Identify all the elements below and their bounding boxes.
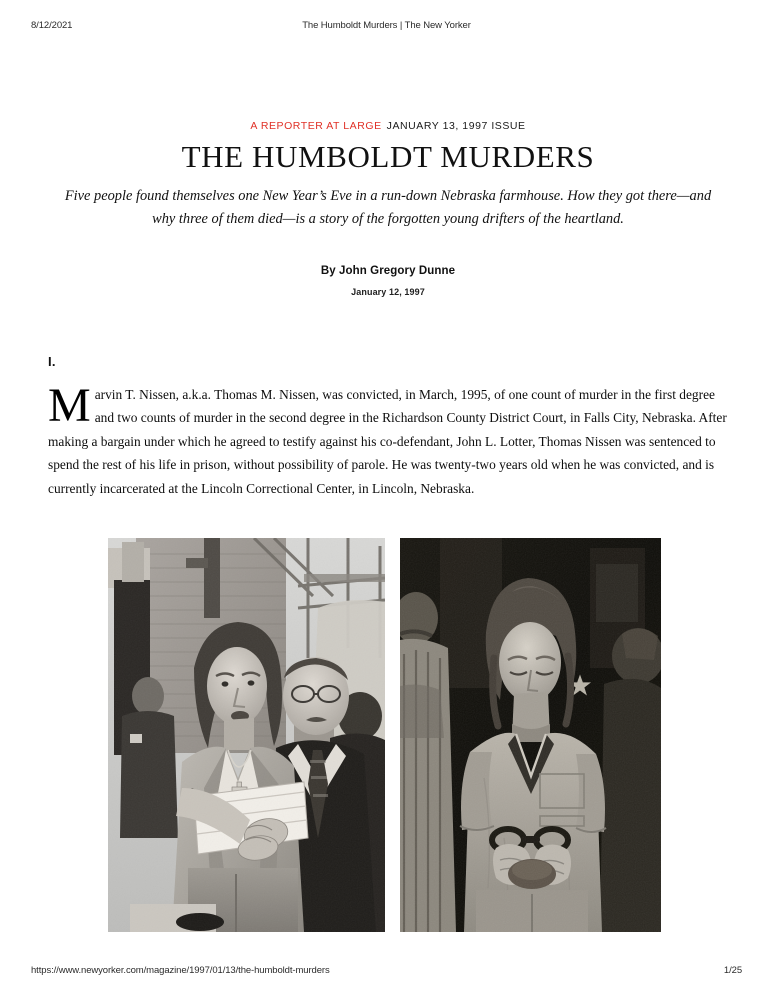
print-page-header [0,20,773,34]
print-page-footer [0,965,773,979]
article-headline: THE HUMBOLDT MURDERS [181,138,595,174]
article-dek: Five people found themselves one New Year’s Eve in a run-down Nebraska farmhouse. How they got there—and why three of them died—is a story of the forgotten young drifters of the heartland. [64,188,712,227]
publication-date: January 12, 1997 [351,286,425,297]
author-byline[interactable]: By John Gregory Dunne [320,264,456,277]
article-kicker [48,120,728,133]
body-paragraph-text: arvin T. Nissen, a.k.a. Thomas M. Nissen, was convicted, in March, 1995, of one count of murder in the first degree and two counts of murder in the second degree in the Richardson County District Court, in Falls City, Nebraska. After making a bargain under which he agreed to testify against his co-defendant, John L. Lotter, Thomas Nissen was sentenced to spend the rest of his life in prison, without possibility of parole. He was twenty-two years old when he was convicted, and is currently incarcerated at the Lincoln Correctional Center, in Lincoln, Nebraska. [48,386,727,496]
kicker-rubric-link[interactable]: A REPORTER AT LARGE [250,120,382,132]
print-header-title: The Humboldt Murders | The New Yorker [302,20,471,31]
photo-left-artwork [108,538,385,932]
print-footer-url: https://www.newyorker.com/magazine/1997/01/13/the-humboldt-murders [31,965,330,976]
article-body-paragraph [48,378,728,501]
kicker-issue-label[interactable]: JANUARY 13, 1997 ISSUE [386,120,526,132]
print-header-date: 8/12/2021 [31,20,73,31]
print-footer-page: 1/25 [723,965,742,976]
drop-cap: M [48,378,91,432]
article-photo-row [108,538,661,932]
photo-right-artwork [400,538,661,932]
photo-lotter-handcuffed [400,538,661,932]
photo-nissen-escorted [108,538,385,932]
article-byline-block [48,263,728,299]
section-number: I. [48,353,56,369]
article-container [48,120,728,500]
